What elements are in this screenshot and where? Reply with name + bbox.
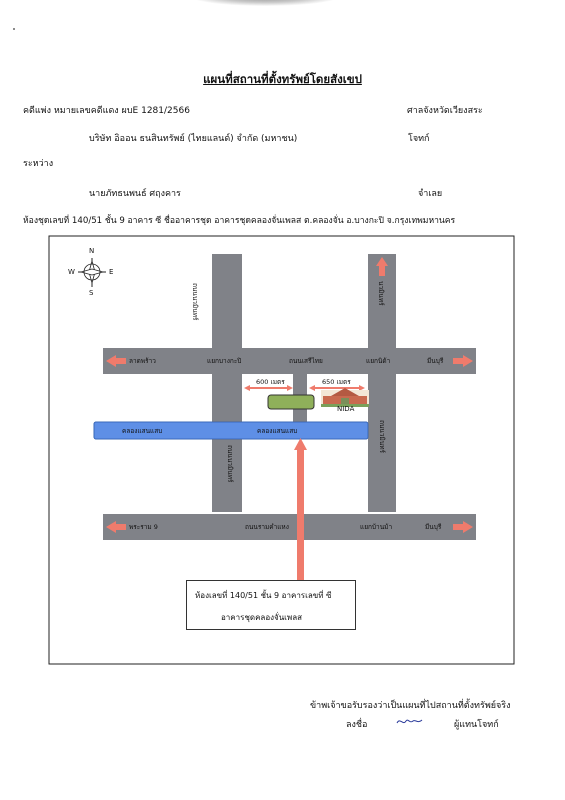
case-number: คดีแพ่ง หมายเลขคดีแดง ผบE 1281/2566: [23, 106, 190, 116]
plaintiff-name: บริษัท อิออน ธนสินทรัพย์ (ไทยแลนด์) จำกัด (มหาชน): [89, 134, 298, 144]
road-label-ramkhamhaeng: ถนนรามคำแหง: [245, 523, 289, 531]
property-site: [268, 395, 314, 409]
signer-role: ผู้แทนโจทก์: [454, 720, 499, 730]
compass-e: E: [109, 268, 114, 276]
sign-label: ลงชื่อ: [346, 720, 368, 730]
road-label-minburi-upper: มีนบุรี: [427, 357, 444, 365]
nida-label: NIDA: [337, 405, 355, 413]
property-address: ห้องชุดเลขที่ 140/51 ชั้น 9 อาคาร ซี ชื่ออาคารชุด อาคารชุดคลองจั่นเพลส ต.คลองจั่น อ.บางกะปิ จ.กรุงเทพมหานคร: [23, 216, 456, 226]
certification-text: ข้าพเจ้าขอรับรองว่าเป็นแผนที่ไปสถานที่ตั้งทรัพย์จริง: [310, 701, 511, 711]
compass-n: N: [89, 247, 95, 255]
road-label-left-top: ถนนนวมินทร์: [191, 283, 199, 321]
distance-right-label: 650 เมตร: [322, 378, 351, 386]
road-label-serithai: ถนนเสรีไทย: [289, 357, 323, 365]
court-name: ศาลจังหวัดเวียงสระ: [407, 106, 483, 116]
canal-label-right: คลองแสนแสบ: [257, 427, 298, 435]
road-label-ladprao: ลาดพร้าว: [129, 357, 156, 365]
defendant-name: นายภัทธนพนธ์ ศฤงคาร: [89, 189, 181, 199]
junction-bangkapi: แยกบางกะปิ: [207, 357, 242, 365]
compass-icon: [78, 258, 106, 287]
distance-left-label: 600 เมตร: [256, 378, 285, 386]
address-box-line-2: อาคารชุดคลองจั่นเพลส: [221, 613, 302, 622]
between-label: ระหว่าง: [23, 159, 54, 169]
road-label-rama9: พระราม 9: [129, 523, 158, 531]
canal-label-left: คลองแสนแสบ: [122, 427, 163, 435]
road-lower: [103, 514, 476, 540]
road-label-right-top: นวมินทร์: [377, 281, 385, 306]
defendant-role: จำเลย: [418, 189, 443, 199]
address-box-line-1: ห้องเลขที่ 140/51 ชั้น 9 อาคารเลขที่ ซี: [195, 591, 332, 600]
route-arrow: [294, 438, 307, 581]
road-label-minburi-lower: มีนบุรี: [425, 523, 442, 531]
road-label-right-lower: ถนนวมินทร์: [378, 420, 386, 453]
junction-banma: แยกบ้านม้า: [360, 523, 393, 531]
address-box: [186, 580, 356, 630]
compass-s: S: [89, 289, 94, 297]
signature: [395, 715, 425, 727]
road-label-left-lower: ถนนนวมินทร์: [226, 445, 234, 483]
compass-w: W: [68, 268, 75, 276]
page-title: แผนที่สถานที่ตั้งทรัพย์โดยสังเขป: [203, 72, 362, 86]
plaintiff-role: โจทก์: [408, 134, 430, 144]
junction-nida: แยกนิด้า: [366, 357, 391, 365]
